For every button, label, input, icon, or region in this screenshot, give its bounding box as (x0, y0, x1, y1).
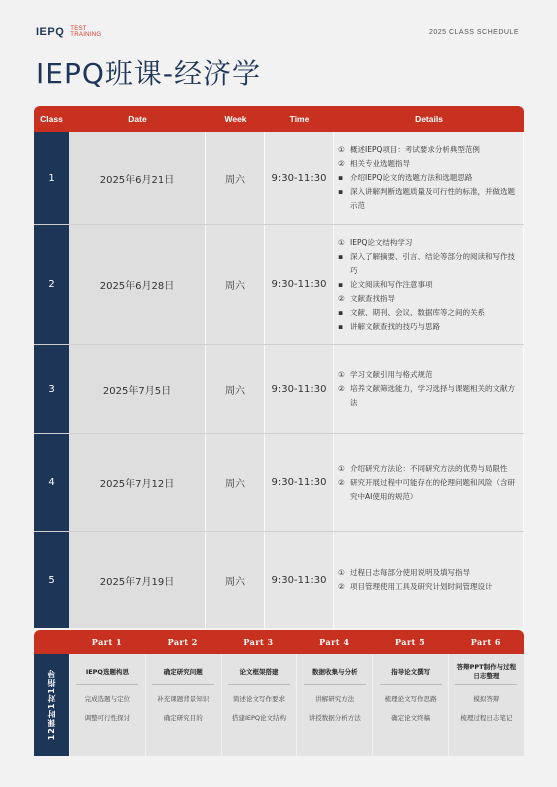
table-row (34, 345, 524, 434)
schedule-table (34, 106, 524, 628)
part-5-header: Part 5 (394, 637, 426, 647)
part-item: 简述论文写作要求 (232, 695, 285, 703)
part-item: 完成选题与定位 (84, 695, 131, 703)
logo-sub-line-1: TEST (70, 26, 87, 32)
detail-line: ① 过程日志每部分使用说明及填写指导 (338, 568, 470, 577)
detail-line: ② 项目管理使用工具及研究计划时间管理设计 (338, 582, 493, 591)
schedule-tag: 2025 CLASS SCHEDULE (428, 29, 519, 36)
class-week: 周六 (206, 532, 265, 628)
logo-sub-text (70, 26, 101, 38)
part-item: 梳理过程日志笔记 (460, 714, 513, 722)
detail-line: ② 文献查找指导 (338, 293, 395, 303)
part-column (146, 654, 221, 756)
part-title: 确定研究问题 (152, 662, 214, 685)
part-column (222, 654, 297, 756)
detail-line: ▪ 深入讲解判断选题质量及可行性的标准，并做选题示范 (338, 187, 515, 210)
part-item: 讲授数据分析方法 (308, 714, 361, 722)
header-date: Date (128, 114, 147, 124)
class-time: 9:30-11:30 (265, 132, 334, 224)
part-item: 确定研究目的 (163, 714, 203, 722)
part-2-header: Part 2 (167, 637, 198, 647)
page-title: IEPQ班课-经济学 (36, 57, 261, 90)
part-item: 补充课题背景知识 (157, 695, 210, 703)
detail-line: ② 培养文献筛选能力，学习选择与课题相关的文献方法 (338, 384, 515, 407)
table-row (34, 225, 524, 345)
detail-line: ▪ 介绍IEPQ论文的选题方法和选题思路 (338, 173, 473, 182)
parts-body (34, 654, 524, 756)
table-row (34, 434, 524, 532)
class-date: 2025年7月12日 (69, 434, 206, 531)
class-details (334, 345, 524, 433)
detail-line: ① 概述IEPQ项目：考试要求分析典型范例 (338, 145, 480, 154)
parts-header (34, 630, 524, 654)
detail-line: ▪ 论文阅读和写作注意事项 (338, 279, 433, 289)
part-item: 确定论文终稿 (391, 714, 431, 722)
class-details (334, 532, 524, 628)
class-details (334, 225, 524, 344)
class-date: 2025年7月19日 (69, 532, 206, 628)
table-row (34, 132, 524, 225)
part-title: 数据收集与分析 (304, 662, 366, 685)
table-body (34, 132, 524, 628)
header-time: Time (289, 114, 310, 124)
class-time: 9:30-11:30 (265, 225, 334, 344)
part-title: 论文框架搭建 (228, 662, 290, 685)
part-title: 指导论文撰写 (380, 662, 442, 685)
detail-line: ① 介绍研究方法论：不同研究方法的优势与局限性 (338, 463, 508, 473)
header-class: Class (40, 114, 63, 124)
class-number: 2 (34, 225, 69, 344)
class-number: 3 (34, 345, 69, 433)
part-column (449, 654, 524, 756)
part-title: 答辩PPT制作与过程日志整理 (455, 662, 517, 685)
part-item: 梳理论文写作思路 (384, 695, 437, 703)
part-3-header: Part 3 (243, 637, 274, 647)
part-item: 搭建IEPQ论文结构 (231, 714, 287, 722)
parts-section (34, 630, 524, 756)
class-week: 周六 (206, 345, 265, 433)
detail-line: ② 研究开展过程中可能存在的伦理问题和风险（含研究中AI使用的规范） (338, 477, 515, 501)
class-number: 1 (34, 132, 69, 224)
detail-line: ▪ 讲解文献查找的技巧与思路 (338, 321, 440, 331)
class-number: 5 (34, 532, 69, 628)
detail-line: ① IEPQ论文结构学习 (338, 237, 413, 247)
part-item: 调整可行性探讨 (84, 714, 131, 722)
header-details: Details (415, 114, 443, 124)
detail-line: ② 相关专业选题指导 (338, 159, 410, 168)
part-column (70, 654, 145, 756)
detail-line: ▪ 深入了解摘要、引言、结论等部分的阅读和写作技巧 (338, 251, 515, 275)
part-title: IEPQ选题构思 (76, 662, 138, 685)
class-number: 4 (34, 434, 69, 531)
part-item: 讲解研究方法 (315, 695, 355, 703)
class-time: 9:30-11:30 (265, 434, 334, 531)
class-time: 9:30-11:30 (265, 345, 334, 433)
table-row (34, 532, 524, 628)
class-week: 周六 (206, 434, 265, 531)
class-details (334, 132, 524, 224)
part-column (297, 654, 372, 756)
parts-vertical-label: 12课时1对1指导 (34, 654, 69, 756)
class-week: 周六 (206, 132, 265, 224)
class-week: 周六 (206, 225, 265, 344)
part-1-header: Part 1 (91, 637, 123, 647)
part-item: 模拟答辩 (473, 695, 500, 703)
class-date: 2025年6月28日 (69, 225, 206, 344)
part-4-header: Part 4 (319, 637, 350, 647)
logo-main-text: IEPQ (36, 26, 65, 38)
class-date: 2025年7月5日 (69, 345, 206, 433)
detail-line: ① 学习文献引用与格式规范 (338, 370, 433, 379)
class-details (334, 434, 524, 531)
part-6-header: Part 6 (470, 637, 501, 647)
table-header (34, 106, 524, 132)
detail-line: ▪ 文献、期刊、会议、数据库等之间的关系 (338, 307, 485, 317)
brand-logo (36, 26, 101, 38)
class-date: 2025年6月21日 (69, 132, 206, 224)
header-week: Week (224, 114, 247, 124)
logo-sub-line-2: TRAINING (70, 32, 102, 38)
class-time: 9:30-11:30 (265, 532, 334, 628)
part-column (373, 654, 448, 756)
